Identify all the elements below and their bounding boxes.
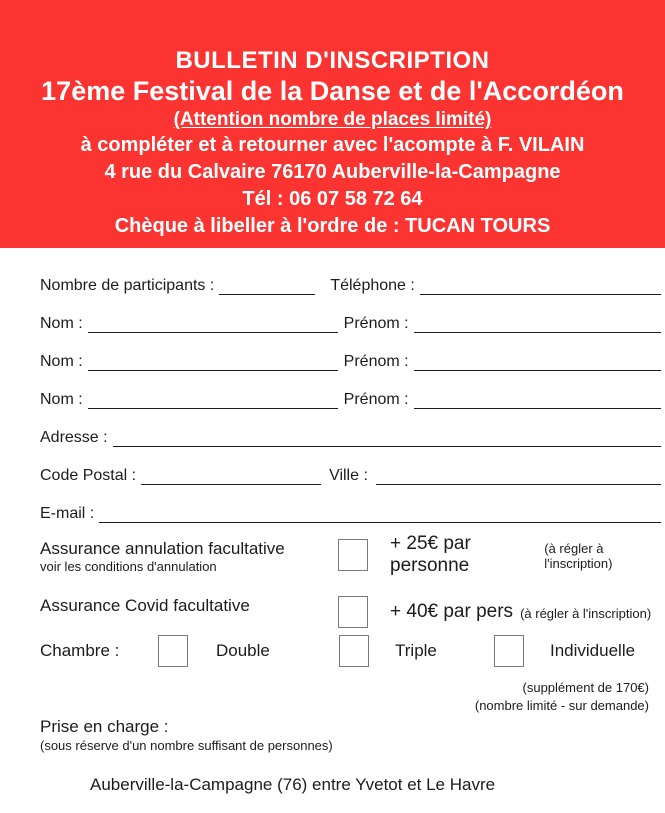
room-triple-checkbox[interactable] (339, 635, 369, 667)
code-postal-field[interactable] (141, 464, 321, 485)
form-header (0, 0, 665, 248)
cancellation-insurance-label: Assurance annulation facultative (40, 539, 285, 558)
festival-subtitle: 17ème Festival de la Danse et de l'Accordéon (41, 76, 624, 106)
name-row-1 (40, 311, 661, 333)
email-row (40, 501, 661, 523)
email-field[interactable] (99, 502, 661, 523)
covid-insurance-label: Assurance Covid facultative (40, 596, 250, 615)
nom-field-3[interactable] (88, 388, 338, 409)
location-line: Auberville-la-Campagne (76) entre Yvetot et Le Havre (90, 775, 496, 794)
pickup-note: (sous réserve d'un nombre suffisant de personnes) (40, 738, 333, 753)
adresse-label: Adresse : (40, 429, 108, 446)
nom-field-1[interactable] (88, 312, 338, 333)
pickup-label: Prise en charge : (40, 717, 169, 736)
name-row-3 (40, 387, 661, 409)
ville-field[interactable] (376, 464, 661, 485)
cancellation-insurance-price: + 25€ par personne (390, 533, 471, 576)
covid-insurance-price: + 40€ par pers (390, 601, 514, 622)
cheque-instruction: Chèque à libeller à l'ordre de : TUCAN TOURS (114, 215, 551, 237)
return-instruction: à compléter et à retourner avec l'acompte à F. VILAIN (80, 134, 585, 156)
prenom-label: Prénom : (343, 353, 409, 370)
telephone-label: Téléphone : (330, 277, 415, 294)
room-single-supplement-note: (supplément de 170€) (522, 680, 649, 695)
email-label: E-mail : (40, 505, 95, 522)
name-row-2 (40, 349, 661, 371)
address-row (40, 425, 661, 447)
prenom-field-2[interactable] (414, 350, 661, 371)
prenom-label: Prénom : (343, 315, 409, 332)
phone-number: Tél : 06 07 58 72 64 (242, 188, 423, 210)
pickup-section (40, 717, 661, 753)
chambre-label: Chambre : (40, 641, 120, 660)
cancellation-conditions-note: voir les conditions d'annulation (40, 559, 217, 574)
covid-insurance-row (40, 596, 661, 628)
covid-insurance-labels (40, 596, 338, 616)
room-double-checkbox[interactable] (158, 635, 188, 667)
prenom-label: Prénom : (343, 391, 409, 408)
room-triple-label: Triple (395, 641, 437, 660)
cancellation-insurance-price-wrap (390, 533, 661, 576)
cancellation-insurance-row (40, 533, 661, 576)
code-postal-label: Code Postal : (40, 467, 137, 484)
nom-label: Nom : (40, 391, 83, 408)
covid-insurance-price-wrap (390, 596, 651, 628)
participants-label: Nombre de participants : (40, 277, 215, 294)
nom-label: Nom : (40, 315, 83, 332)
room-single-checkbox[interactable] (494, 635, 524, 667)
participants-row (40, 273, 661, 295)
participants-field[interactable] (219, 274, 315, 295)
ville-label: Ville : (329, 467, 368, 484)
postal-address: 4 rue du Calvaire 76170 Auberville-la-Campagne (104, 161, 561, 183)
cancellation-insurance-price-note: (à régler à l'inscription) (544, 541, 613, 571)
limited-places-warning: (Attention nombre de places limité) (173, 109, 492, 130)
room-single-availability-note: (nombre limité - sur demande) (474, 698, 649, 713)
form-body (0, 248, 665, 795)
form-title: BULLETIN D'INSCRIPTION (175, 47, 490, 74)
prenom-field-1[interactable] (414, 312, 661, 333)
covid-insurance-price-note: (à régler à l'inscription) (520, 605, 652, 621)
room-single-notes (40, 679, 661, 715)
adresse-field[interactable] (113, 426, 661, 447)
cancellation-insurance-checkbox[interactable] (338, 539, 368, 571)
room-single-label: Individuelle (550, 641, 636, 660)
nom-field-2[interactable] (88, 350, 338, 371)
telephone-field[interactable] (420, 274, 661, 295)
nom-label: Nom : (40, 353, 83, 370)
room-double-label: Double (216, 641, 270, 660)
room-choice-row (40, 635, 661, 667)
covid-insurance-checkbox[interactable] (338, 596, 368, 628)
prenom-field-3[interactable] (414, 388, 661, 409)
cancellation-insurance-labels (40, 539, 338, 574)
postal-city-row (40, 463, 661, 485)
